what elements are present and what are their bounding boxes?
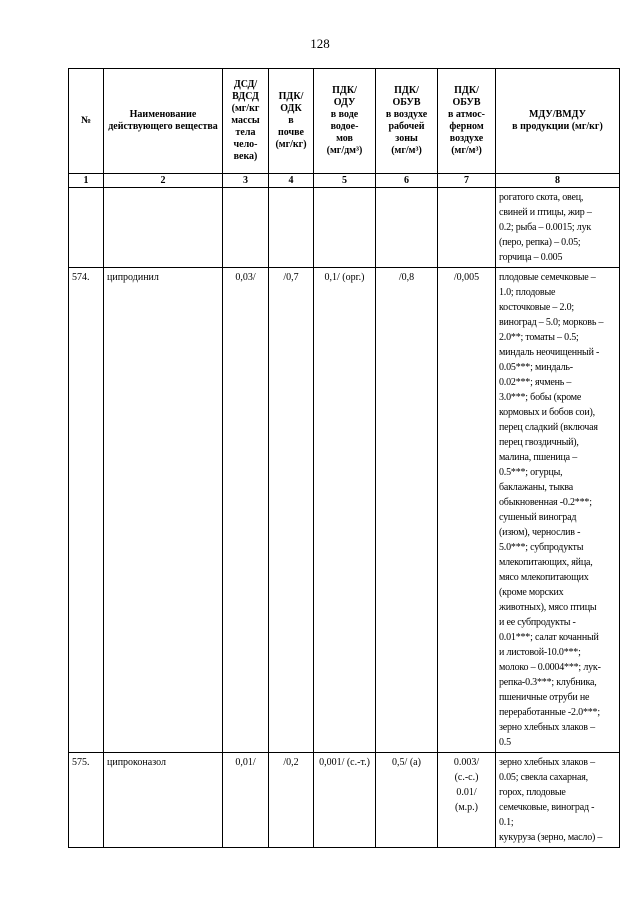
mrl-line: млекопитающих, яйца,: [499, 557, 593, 568]
mrl-line: семечковые, виноград -: [499, 802, 595, 813]
mrl-line: 5.0***; субпродукты: [499, 542, 584, 553]
header-substance-name: Наименование действующего вещества: [104, 69, 223, 174]
mrl-line: кормовых и бобов сои),: [499, 407, 595, 418]
mrl-line: горчица – 0.005: [499, 252, 563, 263]
pdk-water-value: 0,1/ (орг.): [314, 268, 376, 753]
dsd-value: 0,01/: [223, 753, 269, 848]
row-number: 574.: [69, 268, 104, 753]
mrl-line: 1.0; плодовые: [499, 287, 556, 298]
mrl-line: малина, пшеница –: [499, 452, 578, 463]
mrl-line: и листовой-10.0***;: [499, 647, 581, 658]
mrl-line: 0.05***; миндаль-: [499, 362, 573, 373]
pesticide-table: [68, 68, 620, 848]
mrl-line: (кроме морских: [499, 587, 564, 598]
header-dsd: ДСД/ ВДСД (мг/кг массы тела чело- века): [223, 69, 269, 174]
column-number: 3: [223, 174, 269, 188]
pdk-atm-air-value: /0,005: [438, 268, 496, 753]
mrl-line: 0.2; рыба – 0.0015; лук: [499, 222, 592, 233]
header-mrl: МДУ/ВМДУ в продукции (мг/кг): [496, 69, 620, 174]
mrl-line: 2.0**; томаты – 0.5;: [499, 332, 579, 343]
header-row: [69, 69, 620, 174]
mrl-line: 0.5: [499, 737, 511, 748]
table-row: [69, 753, 620, 848]
pdk-atm-air-value: 0.003/ (с.-с.) 0.01/ (м.р.): [438, 753, 496, 848]
table-row: [69, 268, 620, 753]
row-number: 575.: [69, 753, 104, 848]
mrl-line: 0.02***; ячмень –: [499, 377, 572, 388]
mrl-line: 3.0***; бобы (кроме: [499, 392, 582, 403]
mrl-line: и ее субпродукты -: [499, 617, 576, 628]
mrl-line: (перо, репка) – 0.05;: [499, 237, 581, 248]
mrl-value: [496, 268, 620, 753]
mrl-line: рогатого скота, овец,: [499, 192, 584, 203]
column-number: 1: [69, 174, 104, 188]
mrl-line: 0.05; свекла сахарная,: [499, 772, 588, 783]
page-number: 128: [310, 36, 330, 51]
mrl-value: [496, 188, 620, 268]
mrl-line: переработанные -2.0***;: [499, 707, 600, 718]
header-pdk-water: ПДК/ ОДУ в воде водое- мов (мг/дм³): [314, 69, 376, 174]
dsd-value: [223, 188, 269, 268]
column-number: 7: [438, 174, 496, 188]
mrl-line: баклажаны, тыква: [499, 482, 574, 493]
pdk-soil-value: /0,7: [269, 268, 314, 753]
header-number: №: [69, 69, 104, 174]
mrl-line: кукуруза (зерно, масло) –: [499, 832, 603, 843]
table-row: [69, 188, 620, 268]
column-number-row: [69, 174, 620, 188]
mrl-line: 0.1;: [499, 817, 514, 828]
mrl-line: мясо млекопитающих: [499, 572, 589, 583]
pdk-work-air-value: 0,5/ (а): [376, 753, 438, 848]
mrl-line: (изюм), чернослив -: [499, 527, 581, 538]
column-number: 5: [314, 174, 376, 188]
substance-name: ципроконазол: [104, 753, 223, 848]
pdk-soil-value: /0,2: [269, 753, 314, 848]
mrl-line: 0.5***; огурцы,: [499, 467, 563, 478]
mrl-line: перец гвоздичный),: [499, 437, 579, 448]
dsd-value: 0,03/: [223, 268, 269, 753]
mrl-line: миндаль неочищенный -: [499, 347, 600, 358]
pdk-water-value: [314, 188, 376, 268]
mrl-line: репка-0.3***; клубника,: [499, 677, 597, 688]
column-number: 8: [496, 174, 620, 188]
pdk-atm-air-value: [438, 188, 496, 268]
mrl-line: зерно хлебных злаков –: [499, 757, 595, 768]
pdk-soil-value: [269, 188, 314, 268]
header-pdk-soil: ПДК/ ОДК в почве (мг/кг): [269, 69, 314, 174]
pdk-water-value: 0,001/ (с.-т.): [314, 753, 376, 848]
mrl-line: зерно хлебных злаков –: [499, 722, 595, 733]
mrl-line: косточковые – 2.0;: [499, 302, 574, 313]
mrl-value: [496, 753, 620, 848]
column-number: 2: [104, 174, 223, 188]
substance-name: [104, 188, 223, 268]
mrl-line: свиней и птицы, жир –: [499, 207, 592, 218]
mrl-line: обыкновенная -0.2***;: [499, 497, 592, 508]
pdk-work-air-value: /0,8: [376, 268, 438, 753]
mrl-line: молоко – 0.0004***; лук-: [499, 662, 601, 673]
header-pdk-work-air: ПДК/ ОБУВ в воздухе рабочей зоны (мг/м³): [376, 69, 438, 174]
column-number: 4: [269, 174, 314, 188]
mrl-line: животных), мясо птицы: [499, 602, 597, 613]
mrl-line: сушеный виноград: [499, 512, 577, 523]
mrl-line: перец сладкий (включая: [499, 422, 598, 433]
mrl-line: 0.01***; салат кочанный: [499, 632, 599, 643]
column-number: 6: [376, 174, 438, 188]
substance-name: ципродинил: [104, 268, 223, 753]
header-pdk-atm-air: ПДК/ ОБУВ в атмос- ферном воздухе (мг/м³): [438, 69, 496, 174]
mrl-line: плодовые семечковые –: [499, 272, 596, 283]
mrl-line: виноград – 5.0; морковь –: [499, 317, 604, 328]
mrl-line: горох, плодовые: [499, 787, 566, 798]
row-number: [69, 188, 104, 268]
pdk-work-air-value: [376, 188, 438, 268]
mrl-line: пшеничные отруби не: [499, 692, 590, 703]
